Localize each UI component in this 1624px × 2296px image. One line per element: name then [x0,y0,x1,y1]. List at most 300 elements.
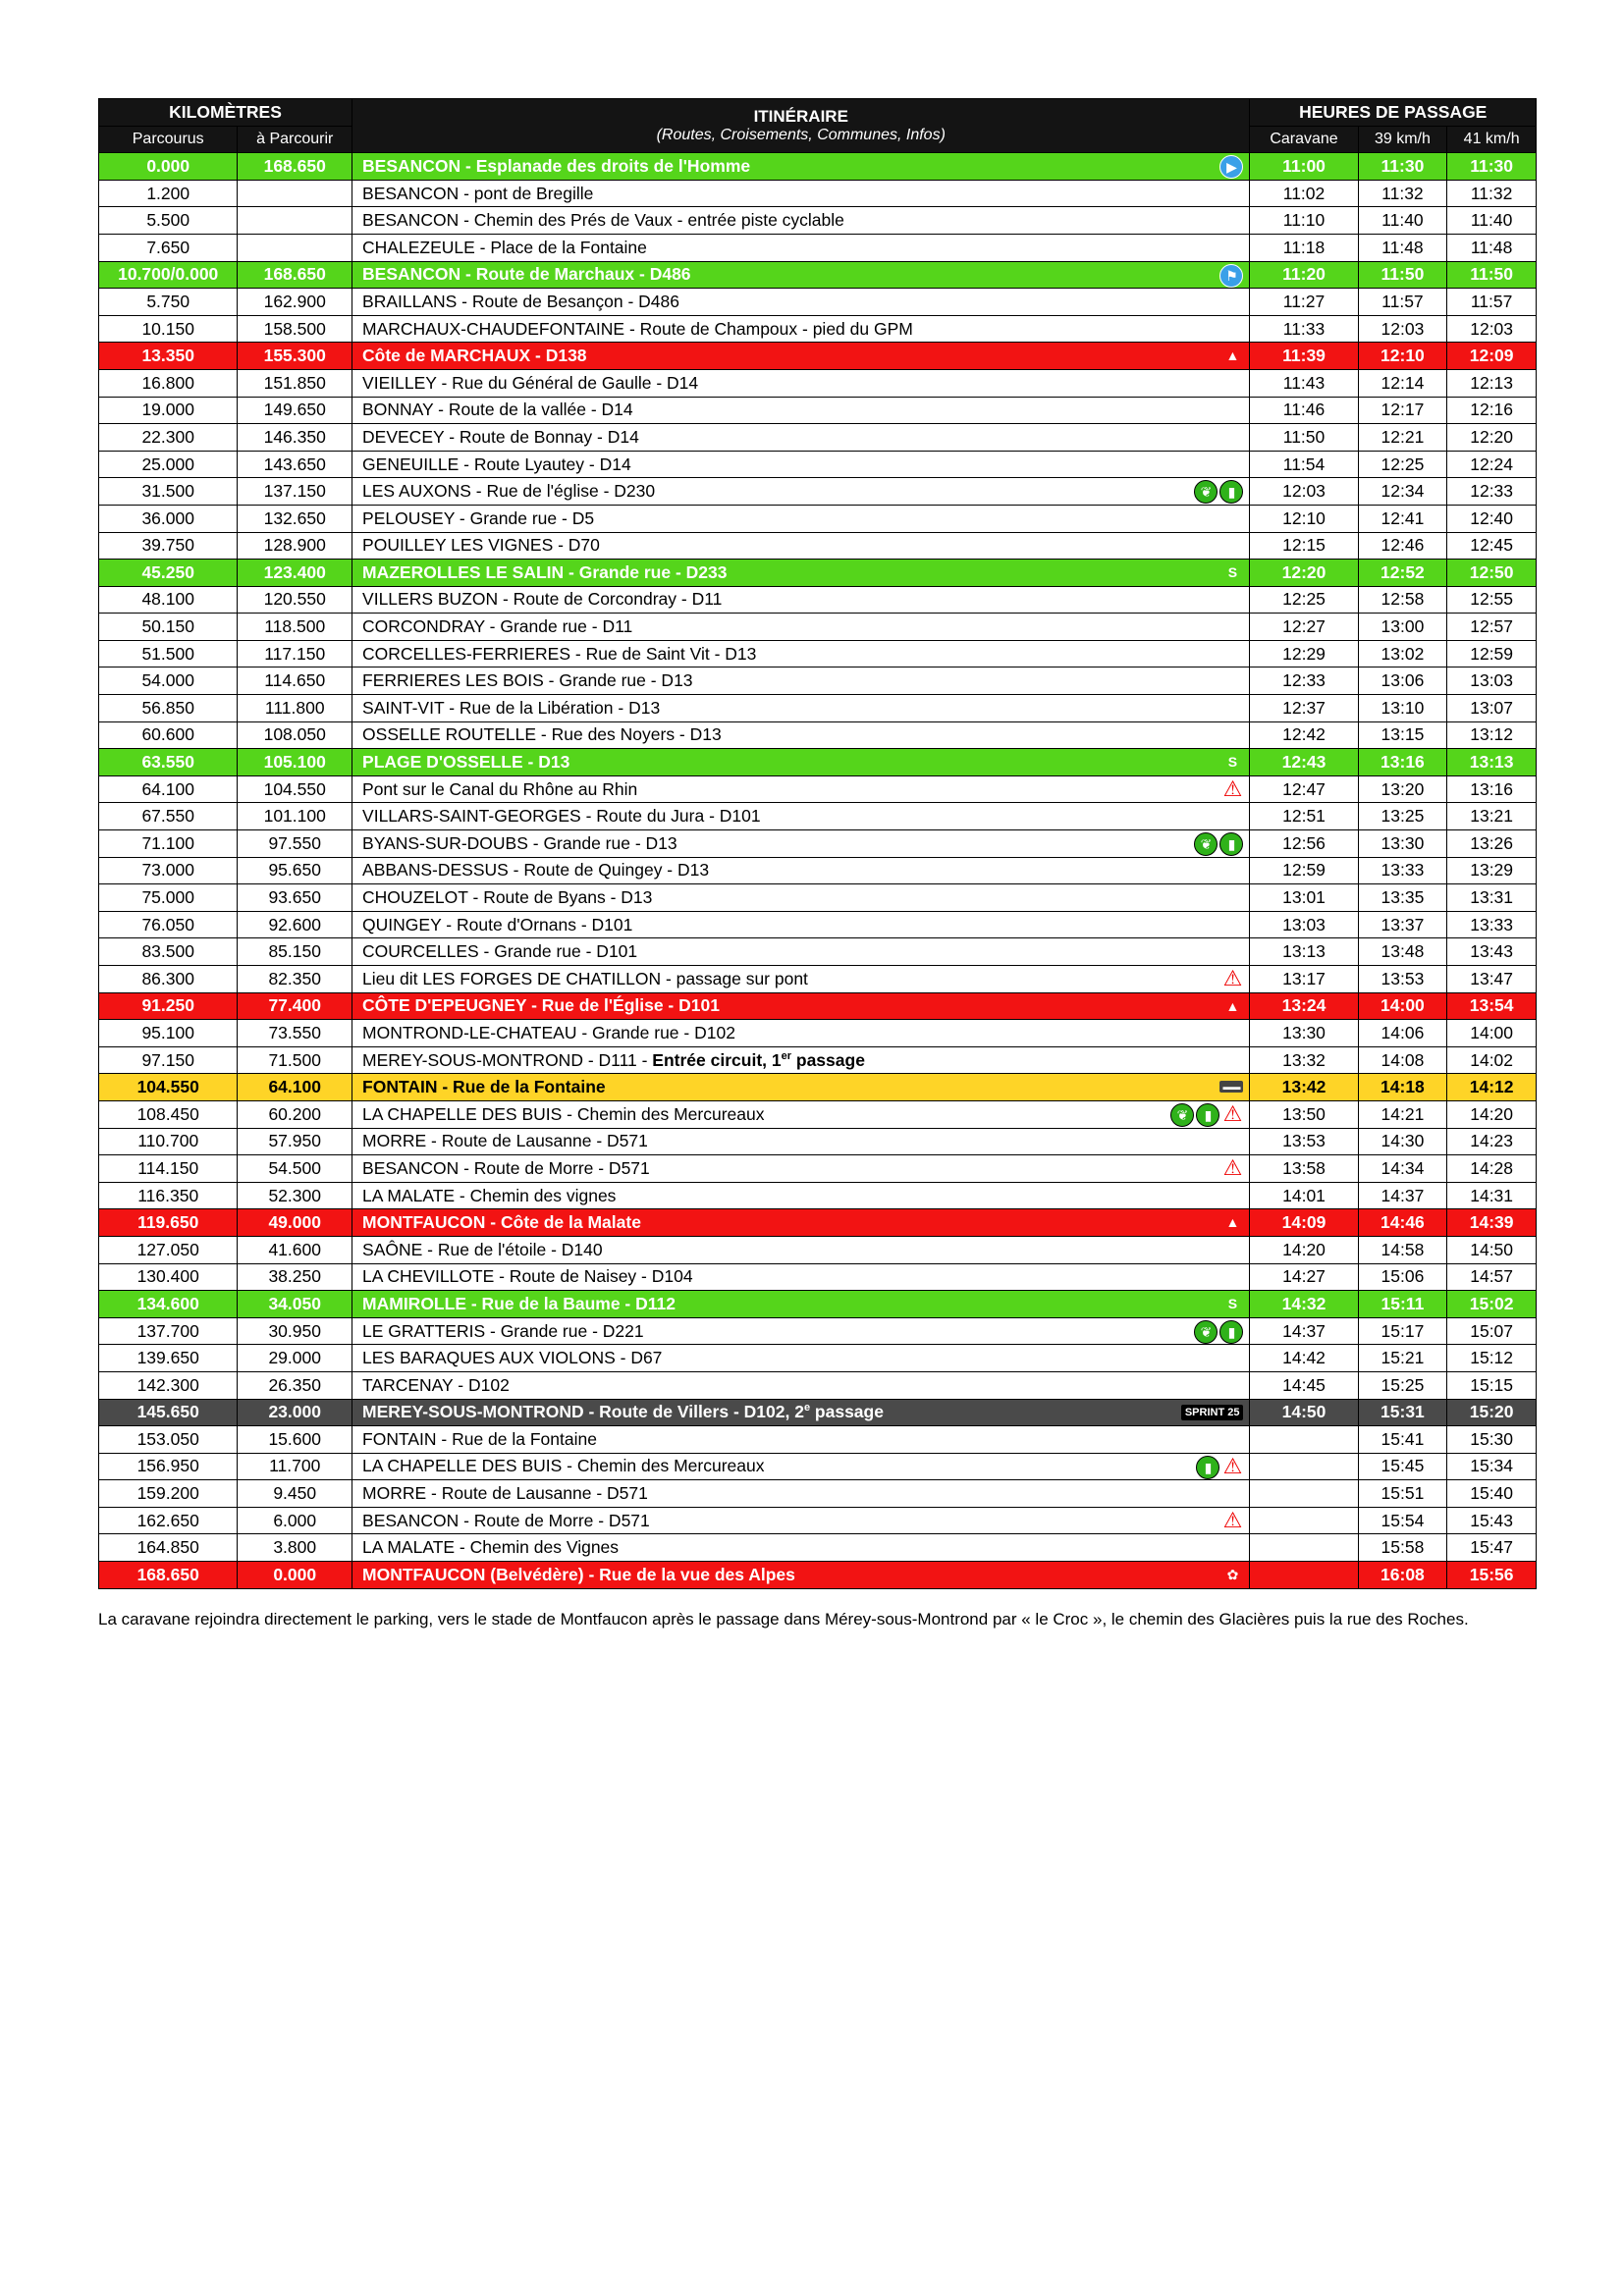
route-icons [1219,264,1243,288]
time-41kmh: 14:00 [1447,1020,1537,1047]
route-cell [352,505,1250,532]
time-39kmh: 12:52 [1358,560,1447,587]
time-39kmh: 11:50 [1358,261,1447,289]
route-cell [352,640,1250,667]
table-row [99,1480,1537,1508]
time-caravane: 12:43 [1250,749,1358,776]
route-text: CORCELLES-FERRIERES - Rue de Saint Vit - D13 [362,643,757,664]
time-caravane: 11:18 [1250,234,1358,261]
time-39kmh: 16:08 [1358,1562,1447,1589]
time-caravane [1250,1562,1358,1589]
sprint25-badge: SPRINT 25 [1181,1405,1244,1420]
km-a-parcourir: 71.500 [238,1046,352,1074]
climb-icon: ▲ [1225,997,1240,1014]
km-a-parcourir: 108.050 [238,721,352,749]
footer-note: La caravane rejoindra directement le parking, vers le stade de Montfaucon après le passage dans Mérey-sous-Montrond par « le Croc », le chemin des Glacières puis la rue des Roches. [98,1610,1469,1629]
time-39kmh: 13:00 [1358,614,1447,641]
route-cell [352,1453,1250,1480]
route-icons [1181,1402,1244,1420]
time-41kmh: 14:28 [1447,1155,1537,1183]
km-a-parcourir: 38.250 [238,1263,352,1291]
route-icons [1170,1100,1243,1127]
table-row [99,1100,1537,1128]
route-cell [352,1128,1250,1155]
route-cell [352,1426,1250,1454]
route-cell [352,478,1250,506]
time-41kmh: 14:31 [1447,1182,1537,1209]
km-a-parcourir: 52.300 [238,1182,352,1209]
time-caravane: 14:32 [1250,1291,1358,1318]
km-a-parcourir: 155.300 [238,343,352,370]
time-caravane: 11:00 [1250,153,1358,181]
route-cell [352,1317,1250,1345]
table-row [99,884,1537,912]
time-41kmh: 12:55 [1447,586,1537,614]
time-39kmh: 12:03 [1358,315,1447,343]
km-a-parcourir: 11.700 [238,1453,352,1480]
time-caravane: 14:50 [1250,1399,1358,1426]
time-41kmh: 12:45 [1447,532,1537,560]
route-cell [352,1236,1250,1263]
time-39kmh: 13:20 [1358,775,1447,803]
time-41kmh: 13:12 [1447,721,1537,749]
route-text: MONTFAUCON (Belvédère) - Rue de la vue des Alpes [362,1564,795,1584]
route-text: MEREY-SOUS-MONTROND - D111 - [362,1049,653,1070]
route-text: VILLERS BUZON - Route de Corcondray - D11 [362,589,723,610]
km-a-parcourir: 168.650 [238,261,352,289]
route-cell [352,911,1250,938]
time-caravane: 12:59 [1250,857,1358,884]
time-39kmh: 12:14 [1358,369,1447,397]
time-caravane: 14:42 [1250,1345,1358,1372]
route-text: LES BARAQUES AUX VIOLONS - D67 [362,1348,663,1368]
route-cell [352,153,1250,181]
time-41kmh: 15:47 [1447,1534,1537,1562]
table-row [99,911,1537,938]
warning-icon: ⚠ [1222,1507,1243,1532]
table-row [99,1209,1537,1237]
time-41kmh: 13:16 [1447,775,1537,803]
time-caravane: 12:03 [1250,478,1358,506]
km-a-parcourir: 9.450 [238,1480,352,1508]
time-39kmh: 12:58 [1358,586,1447,614]
time-caravane: 14:20 [1250,1236,1358,1263]
table-row [99,532,1537,560]
table-row [99,966,1537,993]
route-text: PLAGE D'OSSELLE - D13 [362,752,570,773]
time-41kmh: 14:12 [1447,1074,1537,1101]
route-text: MARCHAUX-CHAUDEFONTAINE - Route de Champoux - pied du GPM [362,318,913,339]
time-39kmh: 13:10 [1358,695,1447,722]
table-row [99,505,1537,532]
route-superscript: e [803,1402,811,1415]
time-39kmh: 13:30 [1358,830,1447,858]
km-parcourus: 10.150 [99,315,238,343]
route-text: BYANS-SUR-DOUBS - Grande rue - D13 [362,832,677,853]
route-cell [352,775,1250,803]
km-a-parcourir: 118.500 [238,614,352,641]
table-row [99,1317,1537,1345]
time-41kmh: 11:40 [1447,207,1537,235]
route-text: FONTAIN - Rue de la Fontaine [362,1428,597,1449]
km-a-parcourir: 143.650 [238,451,352,478]
route-icons [1219,155,1243,179]
km-a-parcourir: 104.550 [238,775,352,803]
km-parcourus: 142.300 [99,1371,238,1399]
route-cell [352,749,1250,776]
km-a-parcourir: 168.650 [238,153,352,181]
time-caravane: 12:33 [1250,667,1358,695]
route-icons [1221,561,1243,583]
time-41kmh: 14:23 [1447,1128,1537,1155]
route-text: MAZEROLLES LE SALIN - Grande rue - D233 [362,561,728,582]
time-caravane: 11:43 [1250,369,1358,397]
km-parcourus: 19.000 [99,397,238,424]
speed-39-header: 39 km/h [1358,126,1447,153]
route-icons [1194,1320,1243,1344]
km-a-parcourir: 101.100 [238,803,352,830]
route-text: CHOUZELOT - Route de Byans - D13 [362,887,653,908]
time-caravane: 12:20 [1250,560,1358,587]
km-parcourus: 162.650 [99,1507,238,1534]
route-cell [352,1046,1250,1074]
km-a-parcourir: 34.050 [238,1291,352,1318]
table-row [99,857,1537,884]
km-parcourus: 145.650 [99,1399,238,1426]
time-39kmh: 11:40 [1358,207,1447,235]
route-text: SAÔNE - Rue de l'étoile - D140 [362,1239,603,1259]
time-39kmh: 14:37 [1358,1182,1447,1209]
table-row [99,1453,1537,1480]
time-39kmh: 15:54 [1358,1507,1447,1534]
route-cell [352,1100,1250,1128]
time-41kmh: 15:56 [1447,1562,1537,1589]
route-cell [352,289,1250,316]
finish-icon: ✿ [1226,1567,1239,1583]
route-text: BESANCON - Esplanade des droits de l'Homme [362,155,751,176]
time-41kmh: 15:12 [1447,1345,1537,1372]
climb-icon: ▲ [1225,1214,1240,1231]
itinerary-table [98,98,1537,1589]
itineraire-header [352,99,1250,153]
route-text: BESANCON - pont de Bregille [362,183,594,203]
time-41kmh: 15:07 [1447,1317,1537,1345]
km-a-parcourir: 151.850 [238,369,352,397]
route-text: LA CHAPELLE DES BUIS - Chemin des Mercureaux [362,1456,765,1476]
km-a-parcourir: 97.550 [238,830,352,858]
km-parcourus: 119.650 [99,1209,238,1237]
table-row [99,343,1537,370]
table-row [99,451,1537,478]
time-41kmh: 11:57 [1447,289,1537,316]
km-parcourus: 45.250 [99,560,238,587]
route-text: BRAILLANS - Route de Besançon - D486 [362,291,679,311]
route-cell [352,614,1250,641]
itineraire-title: ITINÉRAIRE [753,107,848,127]
km-a-parcourir: 30.950 [238,1317,352,1345]
itineraire-subtitle: (Routes, Croisements, Communes, Infos) [656,127,946,144]
km-parcourus: 63.550 [99,749,238,776]
time-41kmh: 11:32 [1447,180,1537,207]
a-parcourir-header: à Parcourir [238,126,352,153]
speed-41-header: 41 km/h [1447,126,1537,153]
route-text: Pont sur le Canal du Rhône au Rhin [362,778,638,799]
km-a-parcourir: 162.900 [238,289,352,316]
time-41kmh: 13:47 [1447,966,1537,993]
time-41kmh: 15:20 [1447,1399,1537,1426]
km-a-parcourir: 105.100 [238,749,352,776]
time-41kmh: 13:03 [1447,667,1537,695]
km-a-parcourir [238,234,352,261]
route-text: QUINGEY - Route d'Ornans - D101 [362,914,633,934]
warning-icon: ⚠ [1222,966,1243,990]
km-a-parcourir: 41.600 [238,1236,352,1263]
table-row [99,315,1537,343]
route-cell [352,397,1250,424]
km-a-parcourir: 49.000 [238,1209,352,1237]
route-cell [352,369,1250,397]
time-caravane: 11:20 [1250,261,1358,289]
route-text: FONTAIN - Rue de la Fontaine [362,1077,606,1097]
km-parcourus: 134.600 [99,1291,238,1318]
km-parcourus: 130.400 [99,1263,238,1291]
km-parcourus: 95.100 [99,1020,238,1047]
route-icons [1221,1507,1243,1532]
km-a-parcourir: 137.150 [238,478,352,506]
table-row [99,560,1537,587]
leaf-icon: ❦ [1194,480,1218,504]
time-39kmh: 11:32 [1358,180,1447,207]
climb-icon: ▲ [1225,347,1240,364]
time-41kmh: 13:33 [1447,911,1537,938]
km-a-parcourir: 57.950 [238,1128,352,1155]
route-cell [352,1480,1250,1508]
km-parcourus: 16.800 [99,369,238,397]
time-39kmh: 15:58 [1358,1534,1447,1562]
time-41kmh: 12:03 [1447,315,1537,343]
route-bold-text: Entrée circuit, 1 [652,1049,782,1070]
km-parcourus: 48.100 [99,586,238,614]
table-row [99,369,1537,397]
route-cell [352,1291,1250,1318]
time-39kmh: 11:57 [1358,289,1447,316]
table-header [99,99,1537,153]
time-caravane: 14:45 [1250,1371,1358,1399]
table-row [99,261,1537,289]
km-parcourus: 67.550 [99,803,238,830]
table-row [99,938,1537,966]
itinerary-sheet [98,98,1537,1589]
sprint-icon: S [1227,1296,1238,1312]
km-a-parcourir: 120.550 [238,586,352,614]
time-41kmh: 13:29 [1447,857,1537,884]
bonus-icon: ▬▬ [1219,1081,1243,1093]
route-text: DEVECEY - Route de Bonnay - D14 [362,426,639,447]
km-parcourus: 5.750 [99,289,238,316]
time-39kmh: 15:06 [1358,1263,1447,1291]
route-icons [1194,832,1243,856]
time-39kmh: 13:33 [1358,857,1447,884]
time-39kmh: 15:11 [1358,1291,1447,1318]
route-cell [352,992,1250,1020]
time-caravane: 13:53 [1250,1128,1358,1155]
route-bold-text: passage [791,1049,865,1070]
route-cell [352,721,1250,749]
route-cell [352,667,1250,695]
time-39kmh: 14:00 [1358,992,1447,1020]
warning-icon: ⚠ [1222,1100,1243,1126]
time-caravane: 13:13 [1250,938,1358,966]
km-a-parcourir: 26.350 [238,1371,352,1399]
time-caravane: 14:09 [1250,1209,1358,1237]
route-text: OSSELLE ROUTELLE - Rue des Noyers - D13 [362,724,722,745]
time-39kmh: 11:30 [1358,153,1447,181]
time-41kmh: 13:21 [1447,803,1537,830]
time-39kmh: 14:46 [1358,1209,1447,1237]
table-row [99,397,1537,424]
time-41kmh: 14:39 [1447,1209,1537,1237]
route-cell [352,1155,1250,1183]
parcourus-header: Parcourus [99,126,238,153]
bin-icon: ▮ [1196,1103,1219,1127]
time-41kmh: 13:54 [1447,992,1537,1020]
table-row [99,1562,1537,1589]
table-row [99,803,1537,830]
time-39kmh: 11:48 [1358,234,1447,261]
route-cell [352,884,1250,912]
km-a-parcourir: 123.400 [238,560,352,587]
km-parcourus: 7.650 [99,234,238,261]
bin-icon: ▮ [1196,1456,1219,1479]
bin-icon: ▮ [1219,480,1243,504]
time-41kmh: 12:40 [1447,505,1537,532]
route-icons [1219,1076,1243,1093]
time-41kmh: 12:24 [1447,451,1537,478]
time-caravane [1250,1453,1358,1480]
warning-icon: ⚠ [1222,775,1243,801]
km-a-parcourir: 158.500 [238,315,352,343]
table-row [99,640,1537,667]
route-cell [352,1182,1250,1209]
km-parcourus: 137.700 [99,1317,238,1345]
time-caravane [1250,1426,1358,1454]
time-39kmh: 12:46 [1358,532,1447,560]
time-caravane: 12:51 [1250,803,1358,830]
time-caravane: 12:37 [1250,695,1358,722]
table-row [99,1426,1537,1454]
table-row [99,153,1537,181]
km-a-parcourir: 146.350 [238,424,352,452]
km-parcourus: 114.150 [99,1155,238,1183]
kilometres-header: KILOMÈTRES [99,99,352,127]
leaf-icon: ❦ [1194,832,1218,856]
sprint-icon: S [1227,564,1238,581]
time-caravane: 11:27 [1250,289,1358,316]
route-text: GENEUILLE - Route Lyautey - D14 [362,454,631,474]
time-41kmh: 12:57 [1447,614,1537,641]
km-parcourus: 108.450 [99,1100,238,1128]
time-39kmh: 15:45 [1358,1453,1447,1480]
route-text: BESANCON - Route de Morre - D571 [362,1510,650,1530]
table-row [99,1345,1537,1372]
route-text: BESANCON - Chemin des Prés de Vaux - entrée piste cyclable [362,210,844,231]
time-caravane: 11:39 [1250,343,1358,370]
km-a-parcourir: 15.600 [238,1426,352,1454]
time-41kmh: 12:33 [1447,478,1537,506]
route-text: LE GRATTERIS - Grande rue - D221 [362,1320,644,1341]
time-41kmh: 14:02 [1447,1046,1537,1074]
time-41kmh: 14:57 [1447,1263,1537,1291]
km-a-parcourir: 82.350 [238,966,352,993]
route-cell [352,261,1250,289]
time-39kmh: 15:21 [1358,1345,1447,1372]
time-39kmh: 13:53 [1358,966,1447,993]
table-row [99,775,1537,803]
km-parcourus: 83.500 [99,938,238,966]
km-a-parcourir: 54.500 [238,1155,352,1183]
table-row [99,749,1537,776]
route-text: MORRE - Route de Lausanne - D571 [362,1131,648,1151]
route-cell [352,532,1250,560]
time-caravane: 13:32 [1250,1046,1358,1074]
route-cell [352,207,1250,235]
km-parcourus: 127.050 [99,1236,238,1263]
time-39kmh: 14:08 [1358,1046,1447,1074]
route-cell [352,938,1250,966]
time-41kmh: 15:30 [1447,1426,1537,1454]
table-row [99,695,1537,722]
route-cell [352,695,1250,722]
route-cell [352,1020,1250,1047]
route-cell [352,451,1250,478]
km-a-parcourir: 92.600 [238,911,352,938]
time-41kmh: 13:26 [1447,830,1537,858]
time-caravane: 12:25 [1250,586,1358,614]
time-39kmh: 14:30 [1358,1128,1447,1155]
table-row [99,586,1537,614]
time-caravane: 13:50 [1250,1100,1358,1128]
route-cell [352,424,1250,452]
km-a-parcourir: 132.650 [238,505,352,532]
time-39kmh: 14:34 [1358,1155,1447,1183]
time-39kmh: 15:25 [1358,1371,1447,1399]
route-cell [352,1507,1250,1534]
time-caravane: 13:01 [1250,884,1358,912]
start-icon: ▶ [1219,155,1243,179]
time-caravane: 14:27 [1250,1263,1358,1291]
km-parcourus: 97.150 [99,1046,238,1074]
time-39kmh: 13:37 [1358,911,1447,938]
route-icons [1221,968,1243,989]
time-caravane: 12:56 [1250,830,1358,858]
time-41kmh: 12:13 [1447,369,1537,397]
km-a-parcourir: 114.650 [238,667,352,695]
route-text: CÔTE D'EPEUGNEY - Rue de l'Église - D101 [362,995,720,1016]
route-icons [1221,345,1243,366]
route-text: Lieu dit LES FORGES DE CHATILLON - passage sur pont [362,968,808,988]
table-row [99,1534,1537,1562]
table-row [99,478,1537,506]
time-caravane: 11:02 [1250,180,1358,207]
table-row [99,1074,1537,1101]
time-caravane: 12:29 [1250,640,1358,667]
route-cell [352,966,1250,993]
heures-header: HEURES DE PASSAGE [1250,99,1537,127]
route-cell [352,1534,1250,1562]
km-a-parcourir: 149.650 [238,397,352,424]
time-41kmh: 13:31 [1447,884,1537,912]
route-cell [352,1399,1250,1426]
